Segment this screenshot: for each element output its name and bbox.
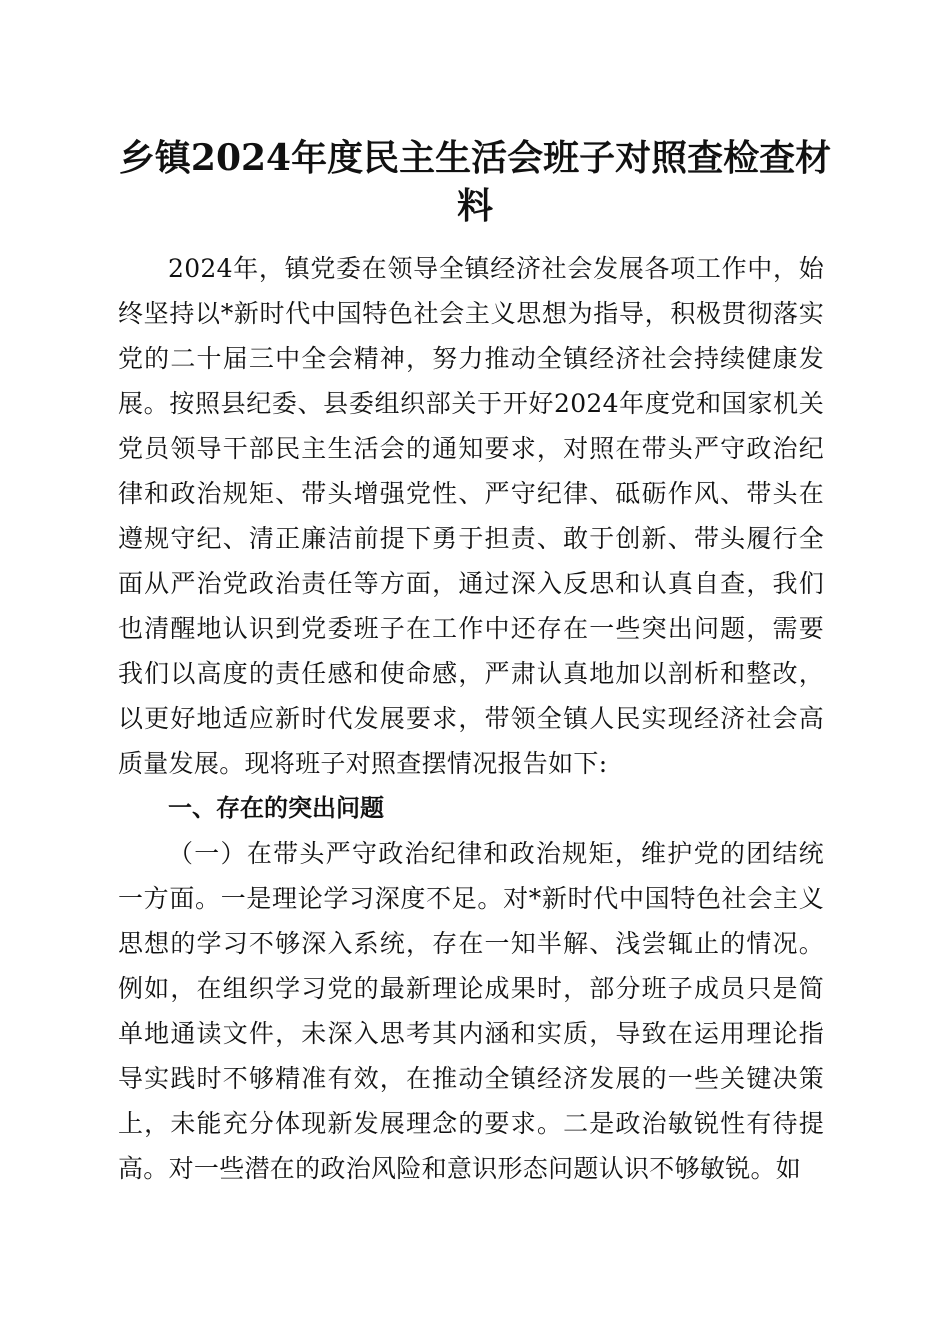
section-heading: 一、存在的突出问题 (168, 794, 384, 822)
document-title: 乡镇2024年度民主生活会班子对照查检查材料 (118, 137, 832, 227)
document-body (118, 246, 824, 1191)
intro-paragraph: 2024年，镇党委在领导全镇经济社会发展各项工作中，始终坚持以*新时代中国特色社会主义思想为指导，积极贯彻落实党的二十届三中全会精神，努力推动全镇经济社会持续健康发展。按照县纪委、县委组织部关于开好2024年度党和国家机关党员领导干部民主生活会的通知要求，对照在带头严守政治纪律和政治规矩、带头增强党性、严守纪律、砥砺作风、带头在遵规守纪、清正廉洁前提下勇于担责、敢于创新、带头履行全面从严治党政治责任等方面，通过深入反思和认真自查，我们也清醒地认识到党委班子在工作中还存在一些突出问题，需要我们以高度的责任感和使命感，严肃认真地加以剖析和整改，以更好地适应新时代发展要求，带领全镇人民实现经济社会高质量发展。现将班子对照查摆情况报告如下: (118, 254, 824, 778)
section-paragraph: （一）在带头严守政治纪律和政治规矩，维护党的团结统一方面。一是理论学习深度不足。对*新时代中国特色社会主义思想的学习不够深入系统，存在一知半解、浅尝辄止的情况。例如，在组织学习党的最新理论成果时，部分班子成员只是简单地通读文件，未深入思考其内涵和实质，导致在运用理论指导实践时不够精准有效，在推动全镇经济发展的一些关键决策上，未能充分体现新发展理念的要求。二是政治敏锐性有待提高。对一些潜在的政治风险和意识形态问题认识不够敏锐。如 (118, 839, 824, 1183)
